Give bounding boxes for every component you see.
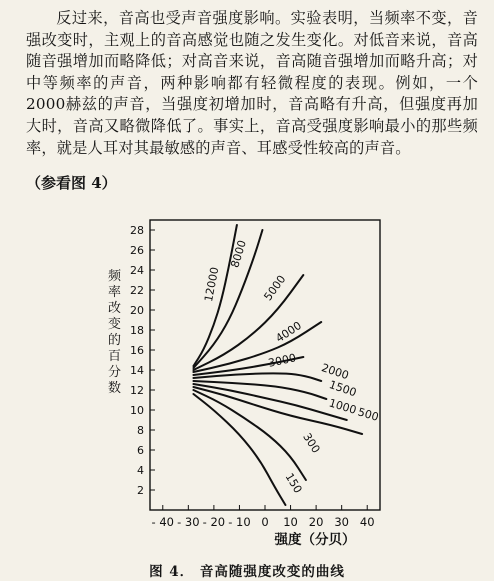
x-tick-label: - 10 — [228, 515, 251, 529]
curve-2000 — [193, 373, 321, 381]
x-tick-label: 10 — [283, 515, 298, 529]
curve-label-150: 150 — [282, 470, 305, 496]
figure-caption: 图 4． 音高随强度改变的曲线 — [149, 564, 345, 580]
y-tick-label: 22 — [130, 284, 144, 297]
y-tick-label: 8 — [137, 424, 144, 437]
y-tick-label: 18 — [130, 324, 144, 337]
curve-label-3000: 3000 — [267, 351, 298, 370]
curve-label-300: 300 — [300, 430, 323, 456]
x-tick-label: 30 — [334, 515, 349, 529]
y-tick-label: 24 — [130, 264, 144, 277]
x-tick-label: 40 — [359, 515, 375, 529]
y-tick-label: 16 — [130, 344, 144, 357]
y-tick-label: 28 — [130, 224, 144, 237]
y-tick-label: 26 — [130, 244, 144, 257]
curve-label-5000: 5000 — [261, 272, 289, 304]
figure-reference: （参看图 4） — [26, 174, 117, 192]
y-axis-label: 频率改变的百分数 — [108, 269, 122, 396]
body-paragraph — [26, 8, 478, 159]
curve-label-2000: 2000 — [319, 361, 351, 383]
x-tick-label: - 30 — [177, 515, 200, 529]
y-tick-label: 4 — [137, 464, 144, 477]
x-tick-label: 20 — [308, 515, 324, 529]
y-tick-label: 14 — [130, 364, 144, 377]
x-tick-label: 0 — [261, 515, 269, 529]
paragraph-text: 反过来，音高也受声音强度影响。实验表明，当频率不变，音强改变时，主观上的音高感觉也随之发生变化。对低音来说，音高随音强增加而略降低；对高音来说，音高随音强增加而略升高；对中等频率的声音，两种影响都有轻微程度的表现。例如，一个2000赫兹的声音，当强度初增加时，音高略有升高，但强度再加大时，音高又略微降低了。事实上，音高受强度影响最小的那些频率，就是人耳对其最敏感的声音、耳感受性较高的声音。 — [26, 9, 478, 157]
y-tick-label: 6 — [137, 444, 144, 457]
x-tick-label: - 40 — [151, 515, 175, 529]
curve-label-12000: 12000 — [202, 265, 222, 303]
pitch-intensity-chart — [0, 190, 494, 550]
y-tick-label: 2 — [137, 484, 144, 497]
x-axis-label: 强度（分贝） — [274, 532, 356, 548]
curve-label-4000: 4000 — [273, 318, 304, 346]
curve-label-1000: 1000 — [327, 396, 358, 417]
y-tick-label: 20 — [130, 304, 144, 317]
y-tick-label: 12 — [130, 384, 144, 397]
y-tick-label: 10 — [130, 404, 144, 417]
x-tick-label: - 20 — [202, 515, 226, 529]
curve-label-500: 500 — [356, 405, 381, 424]
curve-label-1500: 1500 — [327, 378, 359, 400]
curve-label-8000: 8000 — [228, 238, 249, 270]
